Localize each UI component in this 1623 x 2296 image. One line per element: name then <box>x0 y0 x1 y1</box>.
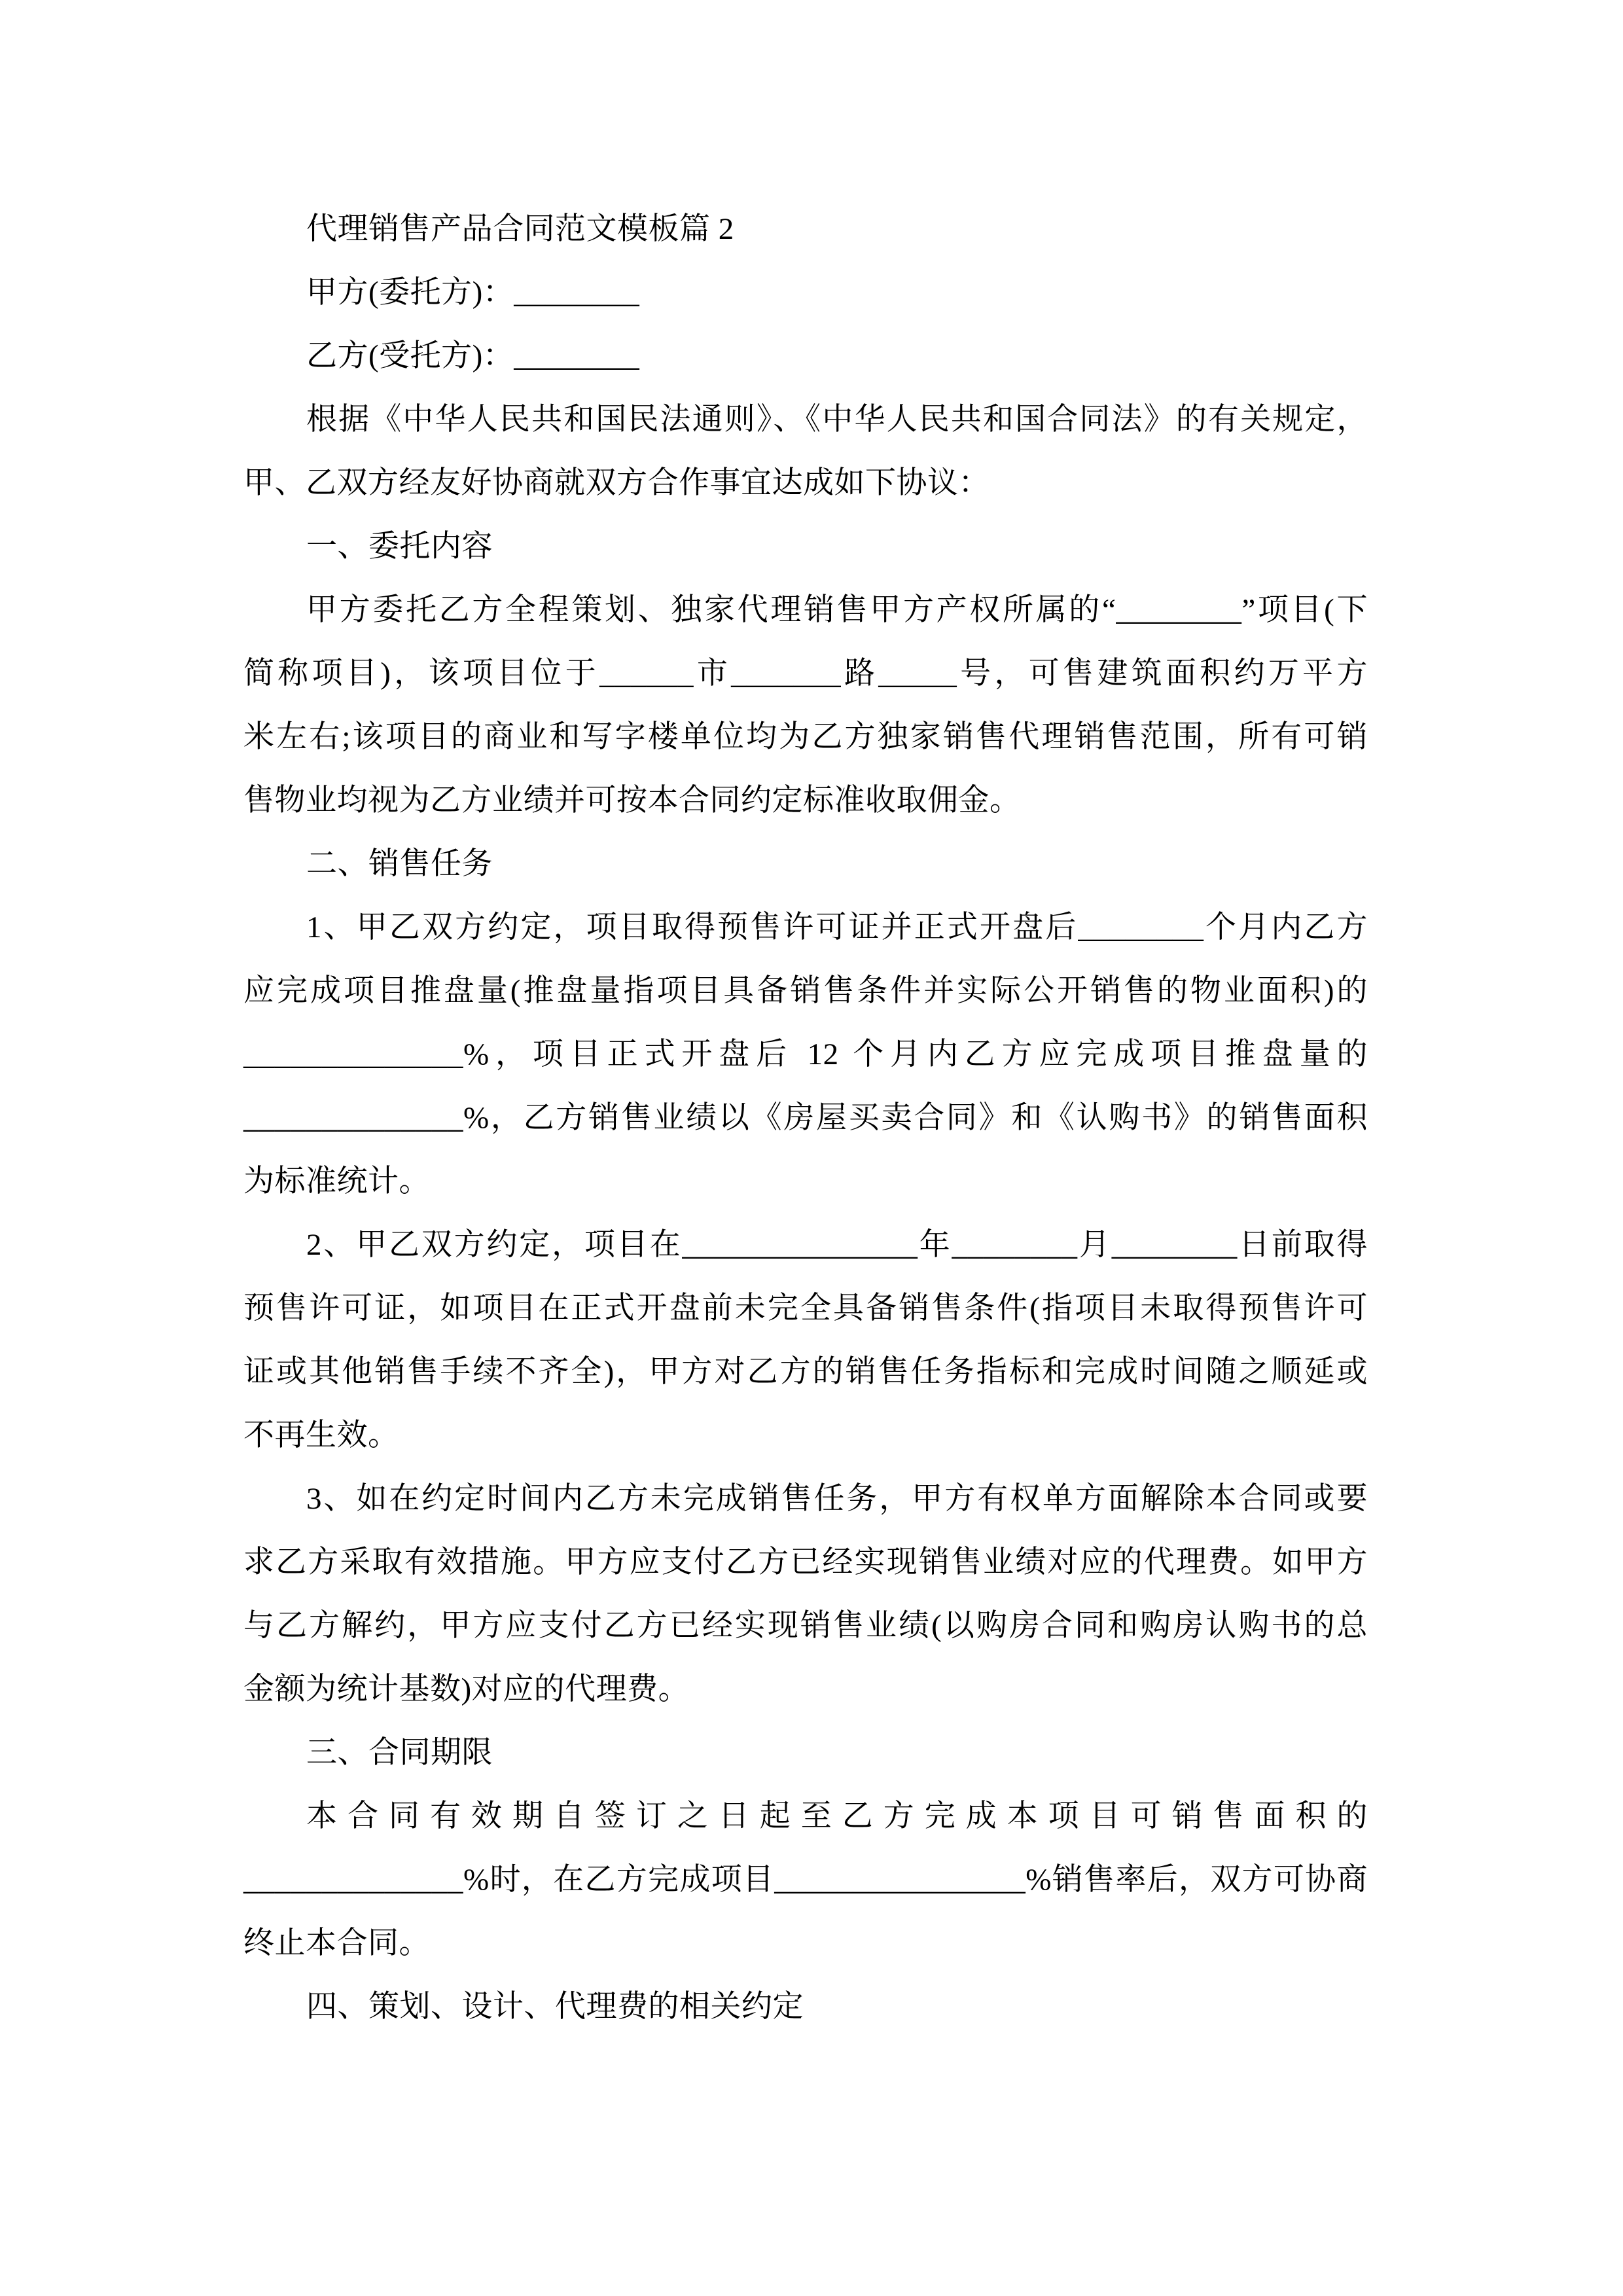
paragraph-line: 甲方(委托方)：________ <box>306 276 640 310</box>
paragraph-line: 三、合同期限 <box>306 1736 493 1770</box>
paragraph-line: 甲方委托乙方全程策划、独家代理销售甲方产权所属的“________”项目(下 <box>306 593 1368 627</box>
paragraph-line: 甲、乙双方经友好协商就双方合作事宜达成如下协议： <box>243 466 990 500</box>
paragraph-line: 2、甲乙双方约定，项目在_______________年________月________日前取得 <box>306 1228 1368 1262</box>
paragraph-line: 米左右;该项目的商业和写字楼单位均为乙方独家销售代理销售范围，所有可销 <box>243 720 1368 754</box>
paragraph-line: 为标准统计。 <box>243 1164 430 1198</box>
paragraph-line: 四、策划、设计、代理费的相关约定 <box>306 1990 804 2024</box>
paragraph-line: 售物业均视为乙方业绩并可按本合同约定标准收取佣金。 <box>243 783 1021 817</box>
paragraph-line: 不再生效。 <box>243 1418 399 1452</box>
paragraph-line: 1、甲乙双方约定，项目取得预售许可证并正式开盘后________个月内乙方 <box>306 910 1368 944</box>
paragraph-line: 求乙方采取有效措施。甲方应支付乙方已经实现销售业绩对应的代理费。如甲方 <box>243 1545 1368 1579</box>
paragraph-line: 预售许可证，如项目在正式开盘前未完全具备销售条件(指项目未取得预售许可 <box>243 1291 1368 1325</box>
paragraph-line: ______________%，乙方销售业绩以《房屋买卖合同》和《认购书》的销售面积 <box>243 1101 1368 1135</box>
paragraph-line: 与乙方解约，甲方应支付乙方已经实现销售业绩(以购房合同和购房认购书的总 <box>243 1609 1368 1643</box>
paragraph-line: 本合同有效期自签订之日起至乙方完成本项目可销售面积的 <box>306 1799 1368 1833</box>
paragraph-line: ______________%，项目正式开盘后 12 个月内乙方应完成项目推盘量的 <box>243 1037 1368 1071</box>
paragraph-line: 简称项目)，该项目位于______市_______路_____号，可售建筑面积约万平方 <box>243 656 1368 691</box>
paragraph-line: 应完成项目推盘量(推盘量指项目具备销售条件并实际公开销售的物业面积)的 <box>243 974 1368 1008</box>
paragraph-line: 根据《中华人民共和国民法通则》、《中华人民共和国合同法》的有关规定， <box>306 403 1368 437</box>
paragraph-line: 一、委托内容 <box>306 529 493 564</box>
paragraph-line: 乙方(受托方)：________ <box>306 339 640 373</box>
document-body <box>243 198 1368 2039</box>
paragraph-line: 二、销售任务 <box>306 847 493 881</box>
paragraph-line: 代理销售产品合同范文模板篇 2 <box>306 212 734 246</box>
paragraph-line: 证或其他销售手续不齐全)，甲方对乙方的销售任务指标和完成时间随之顺延或 <box>243 1355 1368 1389</box>
paragraph-line: 终止本合同。 <box>243 1926 430 1960</box>
paragraph-line: 金额为统计基数)对应的代理费。 <box>243 1672 690 1706</box>
paragraph-line: ______________%时，在乙方完成项目________________%销售率后，双方可协商 <box>243 1863 1368 1897</box>
paragraph-line: 3、如在约定时间内乙方未完成销售任务，甲方有权单方面解除本合同或要 <box>306 1482 1368 1516</box>
